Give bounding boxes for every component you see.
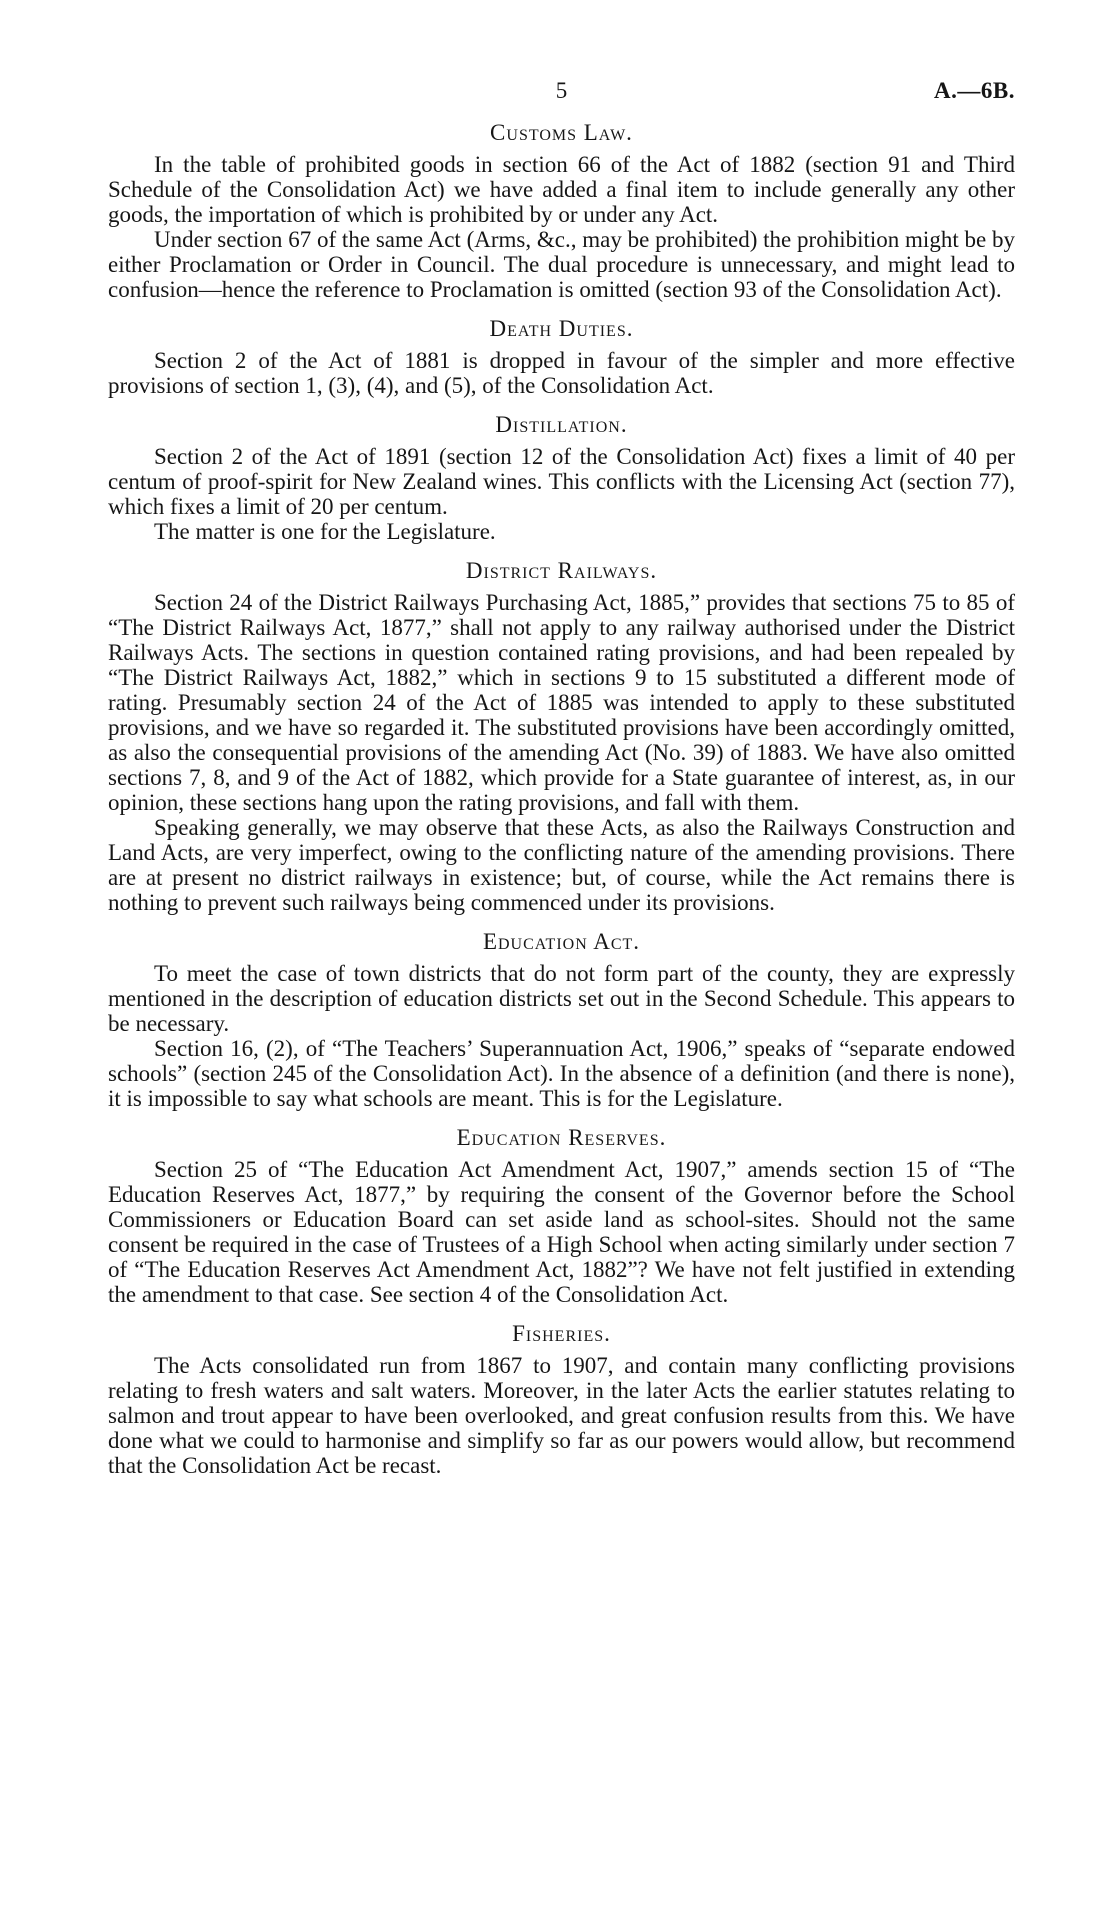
paragraph: Section 16, (2), of “The Teachers’ Superannuation Act, 1906,” speaks of “separate endowed schools” (section 245 of the Consolidation Act). In the absence of a definition (and there is none), it is impossible to say what schools are meant. This is for the Legislature. (108, 1036, 1015, 1111)
paragraph: Under section 67 of the same Act (Arms, &c., may be prohibited) the prohibition might be by either Proclamation or Order in Council. The dual procedure is unnecessary, and might lead to confusion—hence the reference to Proclamation is omitted (section 93 of the Consolidation Act). (108, 227, 1015, 302)
section-fisheries (108, 1319, 1015, 1478)
paragraph: In the table of prohibited goods in section 66 of the Act of 1882 (section 91 and Third Schedule of the Consolidation Act) we have added a final item to include generally any other goods, the importation of which is prohibited by or under any Act. (108, 152, 1015, 227)
paragraph: Section 2 of the Act of 1881 is dropped in favour of the simpler and more effective provisions of section 1, (3), (4), and (5), of the Consolidation Act. (108, 348, 1015, 398)
paragraph: To meet the case of town districts that do not form part of the county, they are expressly mentioned in the description of education districts set out in the Second Schedule. This appears to be necessary. (108, 961, 1015, 1036)
section-death-duties (108, 314, 1015, 398)
paragraph: The Acts consolidated run from 1867 to 1907, and contain many conflicting provisions relating to fresh waters and salt waters. Moreover, in the later Acts the earlier statutes relating to salmon and trout appear to have been overlooked, and great confusion results from this. We have done what we could to harmonise and simplify so far as our powers would allow, but recommend that the Consolidation Act be recast. (108, 1353, 1015, 1478)
section-customs-law (108, 118, 1015, 302)
paragraph: Section 24 of the District Railways Purchasing Act, 1885,” provides that sections 75 to 85 of “The District Railways Act, 1877,” shall not apply to any railway authorised under the District Railways Acts. The sections in question contained rating provisions, and had been repealed by “The District Railways Act, 1882,” which in sections 9 to 15 substituted a different mode of rating. Presumably section 24 of the Act of 1885 was intended to apply to these substituted provisions, and we have so regarded it. The substituted provisions have been accordingly omitted, as also the consequential provisions of the amending Act (No. 39) of 1883. We have also omitted sections 7, 8, and 9 of the Act of 1882, which provide for a State guarantee of interest, as, in our opinion, these sections hang upon the rating provisions, and fall with them. (108, 590, 1015, 815)
section-distillation (108, 410, 1015, 544)
paragraph: Section 25 of “The Education Act Amendment Act, 1907,” amends section 15 of “The Education Reserves Act, 1877,” by requiring the consent of the Governor before the School Commissioners or Education Board can set aside land as school-sites. Should not the same consent be required in the case of Trustees of a High School when acting similarly under section 7 of “The Education Reserves Act Amendment Act, 1882”? We have not felt justified in extending the amendment to that case. See section 4 of the Consolidation Act. (108, 1157, 1015, 1307)
paragraph: Speaking generally, we may observe that these Acts, as also the Railways Construction and Land Acts, are very imperfect, owing to the conflicting nature of the amending provisions. There are at present no district railways in existence; but, of course, while the Act remains there is nothing to prevent such railways being commenced under its provisions. (108, 815, 1015, 915)
section-heading: Fisheries. (512, 1321, 611, 1346)
document-page (108, 78, 1015, 1490)
section-heading: Distillation. (495, 412, 628, 437)
page-header (108, 78, 1015, 118)
page-number: 5 (555, 78, 568, 103)
section-heading: Customs Law. (490, 120, 633, 145)
section-education-act (108, 927, 1015, 1111)
paragraph: The matter is one for the Legislature. (154, 519, 496, 544)
section-heading: Death Duties. (489, 316, 634, 341)
section-education-reserves (108, 1123, 1015, 1307)
section-heading: Education Reserves. (456, 1125, 667, 1150)
paragraph: Section 2 of the Act of 1891 (section 12 of the Consolidation Act) fixes a limit of 40 per centum of proof-spirit for New Zealand wines. This conflicts with the Licensing Act (section 77), which fixes a limit of 20 per centum. (108, 444, 1015, 519)
document-reference: A.—6B. (934, 78, 1015, 103)
section-district-railways (108, 556, 1015, 915)
section-heading: District Railways. (465, 558, 658, 583)
section-heading: Education Act. (482, 929, 641, 954)
